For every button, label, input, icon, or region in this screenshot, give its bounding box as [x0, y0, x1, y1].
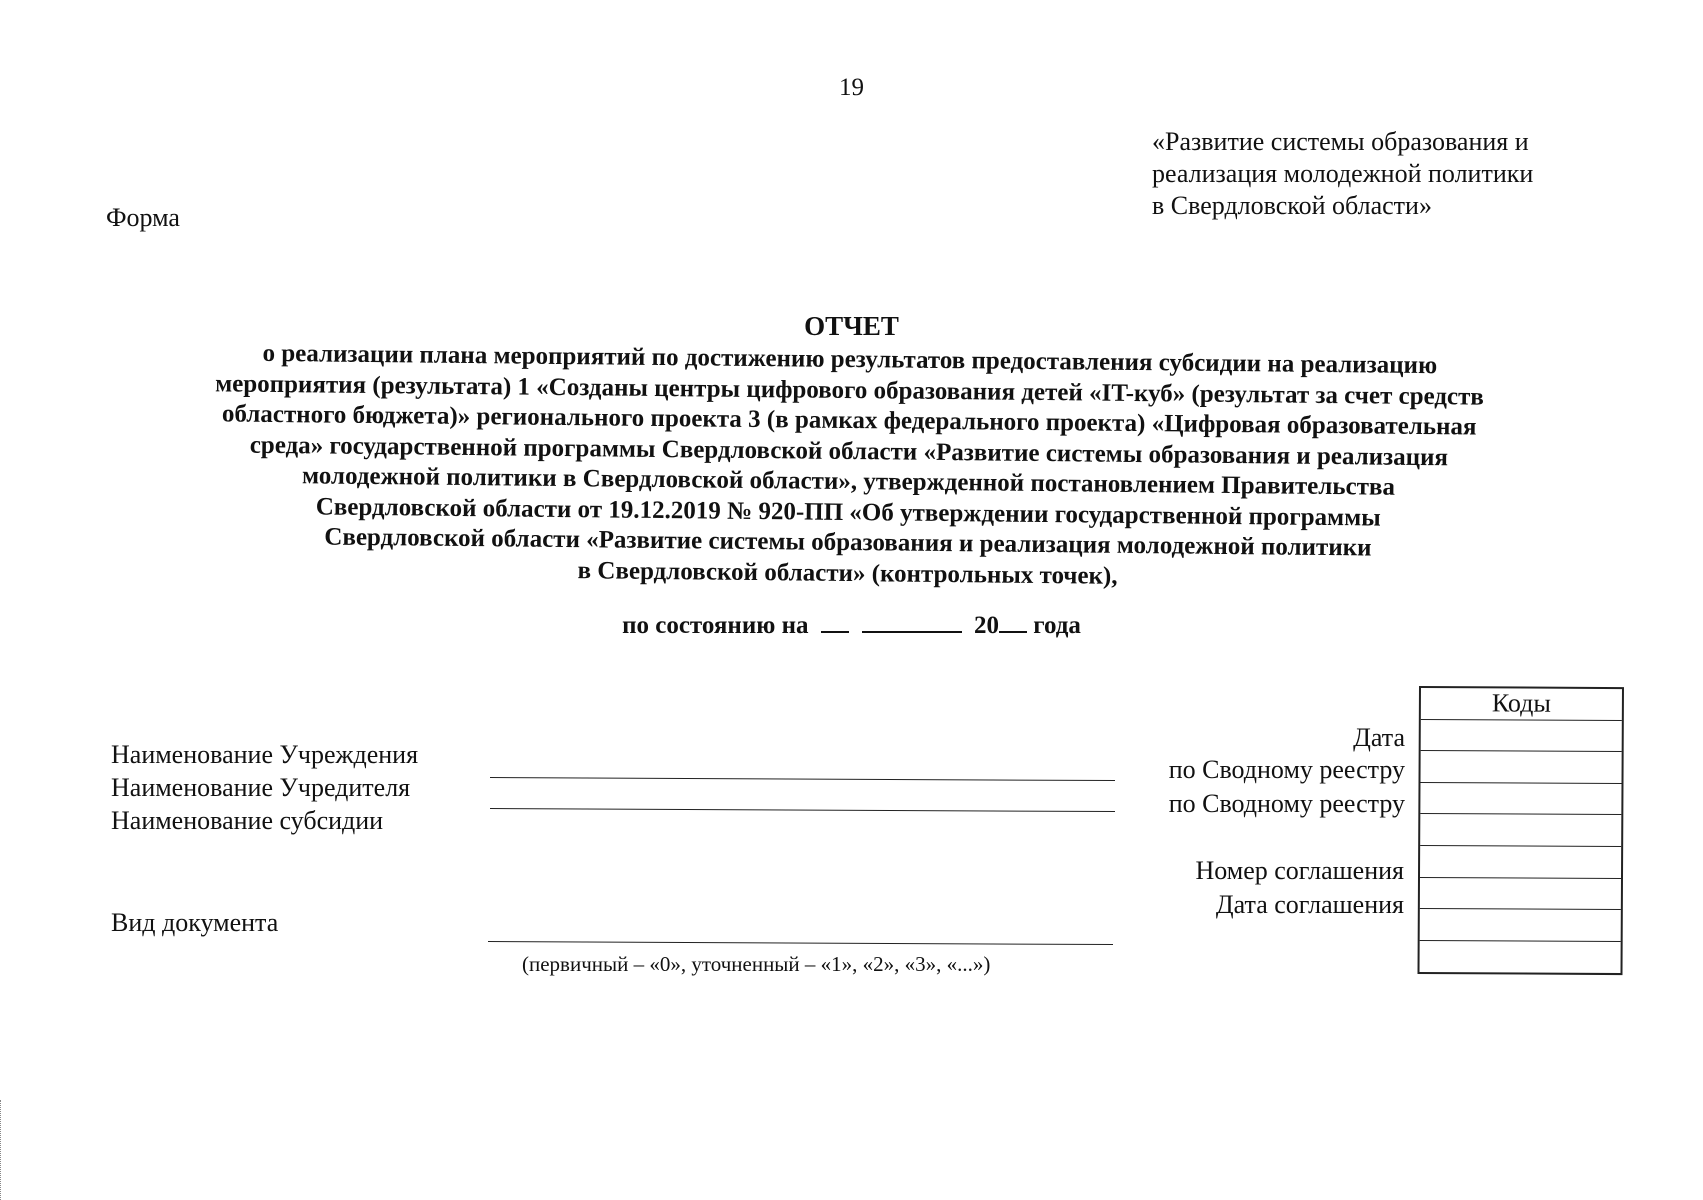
subtitle-line: мероприятия (результата) 1 «Созданы центры цифрового образования детей «IT-куб» (результат за счет средств: [215, 369, 1485, 411]
code-cell-date[interactable]: [1421, 720, 1622, 753]
program-reference-line: реализация молодежной политики: [1152, 159, 1534, 188]
report-subtitle: [107, 337, 1589, 596]
as-of-prefix: по состоянию на: [622, 612, 809, 639]
report-title: ОТЧЕТ: [804, 311, 899, 341]
date-label: Дата: [1353, 723, 1405, 752]
month-blank[interactable]: [862, 611, 962, 633]
subtitle-line: о реализации плана мероприятий по достижению результатов предоставления субсидии на реализацию: [262, 339, 1438, 380]
document-type-label: Вид документа: [111, 908, 279, 937]
codes-table-header: Коды: [1421, 688, 1622, 721]
subtitle-line: в Свердловской области» (контрольных точек),: [577, 556, 1118, 590]
code-cell-empty[interactable]: [1420, 814, 1621, 847]
program-reference-line: «Развитие системы образования и: [1152, 127, 1529, 156]
subtitle-line: Свердловской области от 19.12.2019 № 920-ПП «Об утверждении государственной программы: [315, 492, 1381, 532]
as-of-date-line: [0, 611, 1703, 640]
program-reference-line: в Свердловской области»: [1152, 191, 1432, 220]
founder-name-line[interactable]: [490, 808, 1115, 812]
subtitle-line: молодежной политики в Свердловской области», утвержденной постановлением Правительства: [301, 462, 1396, 501]
as-of-suffix: года: [1033, 612, 1081, 639]
year-prefix: 20: [974, 612, 999, 639]
code-cell-empty[interactable]: [1420, 909, 1621, 942]
scan-edge-mark: [0, 1100, 3, 1200]
consolidated-registry-label-1: по Сводному реестру: [1168, 755, 1405, 784]
page-number: 19: [839, 74, 864, 101]
code-cell-registry-2[interactable]: [1420, 783, 1621, 816]
document-type-hint: (первичный – «0», уточненный – «1», «2», «3», «...»): [522, 952, 991, 976]
founder-name-label: Наименование Учредителя: [111, 773, 411, 802]
institution-name-line[interactable]: [490, 777, 1115, 781]
agreement-number-label: Номер соглашения: [1195, 856, 1404, 885]
code-cell-empty[interactable]: [1420, 941, 1621, 974]
subtitle-line: Свердловской области «Развитие системы образования и реализация молодежной политики: [324, 523, 1372, 562]
day-blank[interactable]: [821, 611, 849, 633]
subtitle-line: среда» государственной программы Свердловской области «Развитие системы образования и реализация: [249, 431, 1449, 471]
form-label: Форма: [106, 203, 180, 232]
codes-table: [1417, 686, 1624, 975]
subtitle-line: областного бюджета)» регионального проекта 3 (в рамках федерального проекта) «Цифровая образовательная: [221, 400, 1477, 441]
agreement-date-label: Дата соглашения: [1215, 890, 1404, 919]
program-reference: [1152, 126, 1533, 222]
document-type-line[interactable]: [488, 941, 1113, 945]
code-cell-agreement-date[interactable]: [1420, 878, 1621, 911]
year-blank[interactable]: [999, 611, 1027, 633]
subsidy-name-label: Наименование субсидии: [111, 806, 384, 835]
consolidated-registry-label-2: по Сводному реестру: [1168, 789, 1405, 818]
code-cell-registry-1[interactable]: [1420, 751, 1621, 784]
code-cell-agreement-number[interactable]: [1420, 846, 1621, 879]
institution-name-label: Наименование Учреждения: [111, 740, 419, 769]
